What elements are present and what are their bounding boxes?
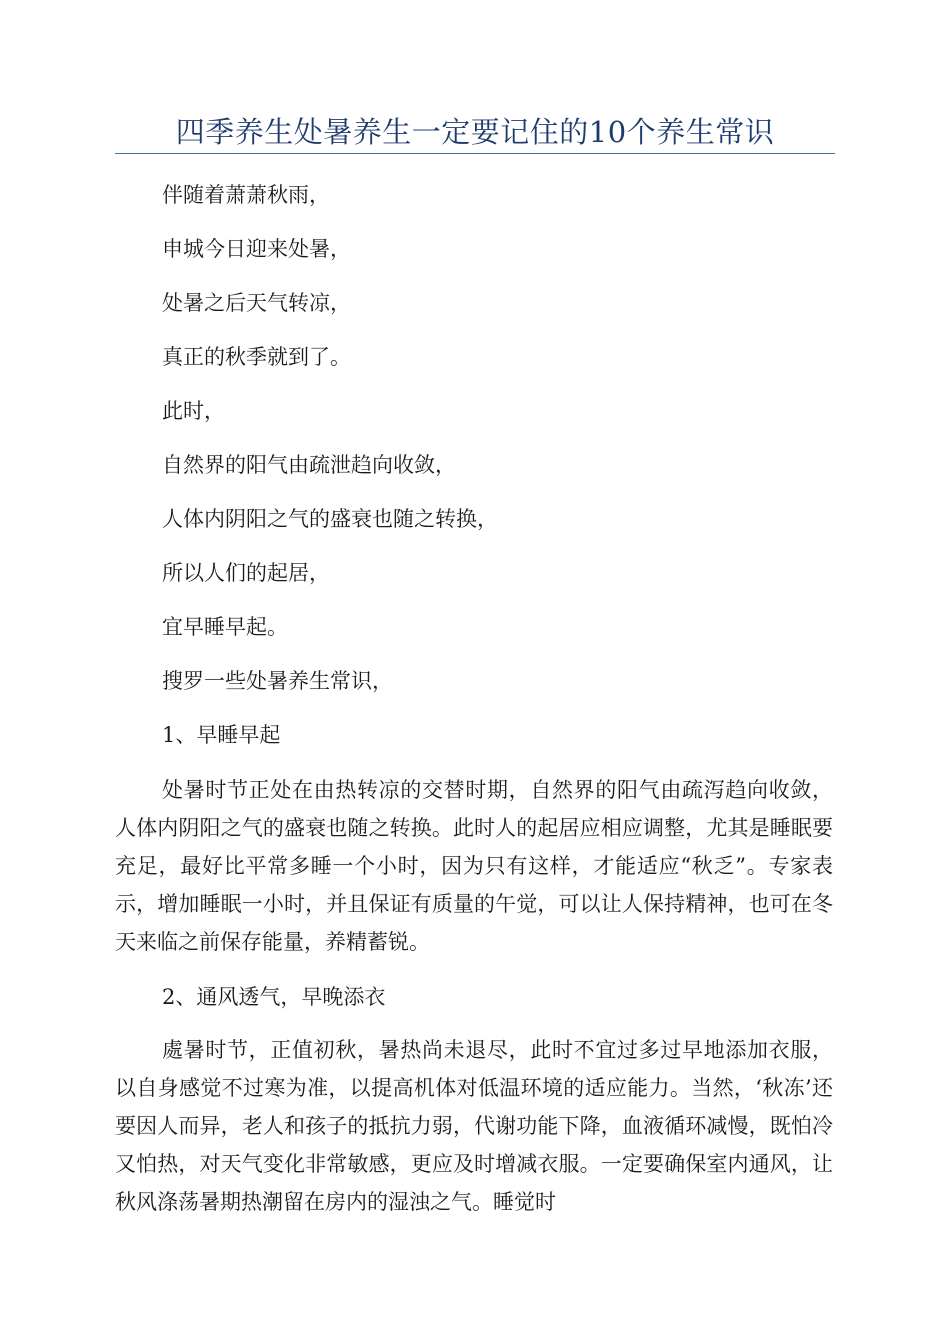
text-line: 真正的秋季就到了。 — [162, 345, 351, 369]
section-heading-2: 2、通风透气，早晚添衣 — [162, 985, 386, 1009]
text-line: 自然界的阳气由疏泄趋向收敛， — [162, 453, 456, 477]
text-line: 人体内阴阳之气的盛衰也随之转换， — [162, 507, 498, 531]
document-title: 四季养生处暑养生一定要记住的10个养生常识 — [175, 115, 775, 149]
text-line: 所以人们的起居， — [162, 561, 330, 585]
text-line: 此时， — [162, 399, 225, 423]
paragraph-2: 處暑时节，正值初秋，暑热尚未退尽，此时不宜过多过早地添加衣服，以自身感觉不过寒为准，以提高机体对低温环境的适应能力。当然，‘秋冻’还要因人而异，老人和孩子的抵抗力弱，代谢功能下降，血液循环减慢，既怕冷又怕热，对天气变化非常敏感，更应及时增减衣服。一定要确保室内通风，让秋风涤荡暑期热潮留在房内的湿浊之气。睡觉时 — [115, 1038, 833, 1214]
paragraph-1: 处暑时节正处在由热转凉的交替时期，自然界的阳气由疏泻趋向收敛，人体内阴阳之气的盛衰也随之转换。此时人的起居应相应调整，尤其是睡眠要充足，最好比平常多睡一个小时，因为只有这样，才能适应“秋乏”。专家表示，增加睡眠一小时，并且保证有质量的午觉，可以让人保持精神，也可在冬天来临之前保存能量，养精蓄锐。 — [115, 778, 834, 954]
text-line: 伴随着萧萧秋雨， — [162, 183, 330, 207]
text-line: 申城今日迎来处暑， — [162, 237, 351, 261]
text-line: 宜早睡早起。 — [162, 615, 288, 639]
section-heading-1: 1、早睡早起 — [162, 723, 281, 747]
text-line: 处暑之后天气转凉， — [162, 291, 351, 315]
text-line: 搜罗一些处暑养生常识， — [162, 669, 393, 693]
title-underline — [115, 153, 835, 154]
